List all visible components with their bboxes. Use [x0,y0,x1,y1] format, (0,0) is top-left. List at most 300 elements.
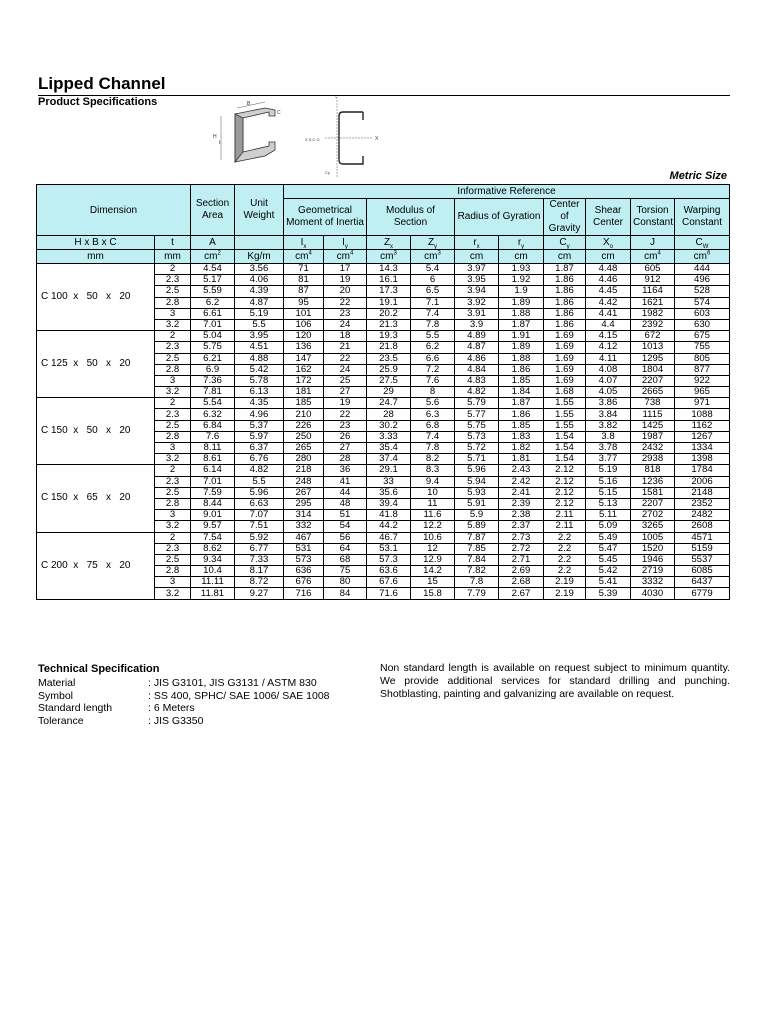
header-ry: $r_y$ [499,236,544,250]
table-cell: 22 [324,409,367,420]
table-cell: 2.5 [155,353,191,364]
table-cell: 2608 [675,521,730,532]
table-cell: 3.2 [155,387,191,398]
table-cell: 1088 [675,409,730,420]
table-cell: 4.96 [235,409,284,420]
table-cell: 2.2 [544,566,586,577]
table-cell: 314 [284,510,324,521]
header-j: J [631,236,675,250]
table-cell: 3.95 [235,331,284,342]
table-cell: 6779 [675,588,730,599]
table-cell: 226 [284,420,324,431]
table-cell: 20 [324,286,367,297]
table-cell: 87 [284,286,324,297]
table-cell: 120 [284,331,324,342]
unit-ry: cm [499,250,544,264]
table-cell: 2.3 [155,409,191,420]
table-cell: 21.8 [367,342,411,353]
table-cell: 2.8 [155,498,191,509]
table-cell: 2 [155,331,191,342]
table-row [37,264,730,275]
table-cell: 22 [324,353,367,364]
table-cell: 11.6 [411,510,455,521]
table-cell: 8.72 [235,577,284,588]
table-cell: 181 [284,387,324,398]
spec-value: : JIS G3350 [148,715,204,728]
table-cell: 5159 [675,543,730,554]
technical-spec-row [38,690,330,703]
unit-zx: $cm^3$ [367,250,411,264]
table-cell: 15 [411,577,455,588]
table-cell: 5.39 [586,588,631,599]
table-cell: 7.2 [411,364,455,375]
table-cell: 4.08 [586,364,631,375]
table-cell: 2 [155,465,191,476]
technical-spec-list [38,677,330,728]
header-rx: $r_x$ [455,236,499,250]
table-cell: 2.2 [544,532,586,543]
technical-spec-row [38,677,330,690]
spec-value: : JIS G3101, JIS G3131 / ASTM 830 [148,677,317,689]
table-cell: 818 [631,465,675,476]
table-cell: 7.79 [455,588,499,599]
table-cell: 8.62 [191,543,235,554]
table-cell: 295 [284,498,324,509]
technical-spec-row [38,702,330,715]
table-cell: 7.54 [191,532,235,543]
unit-cy: cm [544,250,586,264]
table-cell: 2.43 [499,465,544,476]
table-cell: 12.2 [411,521,455,532]
table-cell: 7.36 [191,375,235,386]
header-a: A [191,236,235,250]
table-cell: 27 [324,387,367,398]
unit-zy: $cm^3$ [411,250,455,264]
table-cell: 4.45 [586,286,631,297]
table-cell: 5.89 [455,521,499,532]
table-cell: 5.6 [411,398,455,409]
table-cell: 28 [324,454,367,465]
table-cell: 1005 [631,532,675,543]
table-cell: 7.6 [191,431,235,442]
table-cell: 7.33 [235,554,284,565]
table-cell: 248 [284,476,324,487]
table-cell: 1.55 [544,420,586,431]
table-cell: 5.75 [455,420,499,431]
table-cell: 3.91 [455,308,499,319]
table-cell: 68 [324,554,367,565]
table-cell: 2938 [631,454,675,465]
spec-label: Standard length [38,702,113,715]
table-cell: 19.3 [367,331,411,342]
table-cell: 14.3 [367,264,411,275]
table-cell: 1.82 [499,443,544,454]
table-cell: 1.55 [544,409,586,420]
table-cell: 24 [324,319,367,330]
table-cell: 4.88 [235,353,284,364]
table-cell: 8.2 [411,454,455,465]
table-cell: 5.79 [455,398,499,409]
table-cell: 4.87 [235,297,284,308]
table-cell: 1162 [675,420,730,431]
table-cell: 6.2 [411,342,455,353]
table-cell: 2.11 [544,510,586,521]
table-cell: 2.3 [155,342,191,353]
table-cell: 2482 [675,510,730,521]
table-cell: 7.1 [411,297,455,308]
header-cy: $C_y$ [544,236,586,250]
table-cell: 8.3 [411,465,455,476]
header-warping-constant: Warping Constant [675,199,730,236]
table-cell: 46.7 [367,532,411,543]
table-cell: 3 [155,308,191,319]
table-cell: 5.17 [191,275,235,286]
table-cell: 444 [675,264,730,275]
table-cell: 965 [675,387,730,398]
table-cell: 1.69 [544,342,586,353]
spec-label: Tolerance [38,715,84,728]
diagram-label-t: t [219,140,221,146]
table-cell: 2.2 [544,554,586,565]
table-cell: 5.78 [235,375,284,386]
table-cell: 4.82 [235,465,284,476]
table-cell: 5.96 [235,487,284,498]
table-cell: 6.61 [191,308,235,319]
table-cell: 5.96 [455,465,499,476]
table-cell: 877 [675,364,730,375]
table-cell: 7.07 [235,510,284,521]
table-cell: 4.12 [586,342,631,353]
table-cell: 1.91 [499,331,544,342]
table-cell: 39.4 [367,498,411,509]
table-cell: 5.49 [586,532,631,543]
table-row [37,465,730,476]
table-cell: 1236 [631,476,675,487]
table-cell: 4571 [675,532,730,543]
table-cell: 7.82 [455,566,499,577]
table-cell: 37.4 [367,454,411,465]
diagram-label-h: H [213,134,217,140]
table-cell: 7.01 [191,476,235,487]
table-cell: 2.39 [499,498,544,509]
table-cell: 5.47 [586,543,631,554]
table-cell: 2432 [631,443,675,454]
table-cell: 23 [324,308,367,319]
table-cell: 922 [675,375,730,386]
table-cell: 1.93 [499,264,544,275]
table-cell: 5.9 [455,510,499,521]
table-cell: 17.3 [367,286,411,297]
header-iy: $I_y$ [324,236,367,250]
table-cell: 467 [284,532,324,543]
table-cell: 17 [324,264,367,275]
table-cell: 716 [284,588,324,599]
table-cell: 2.12 [544,498,586,509]
table-cell: 36 [324,465,367,476]
dimension-cell: C 125 x 50 x 20 [37,331,155,398]
table-cell: 3.95 [455,275,499,286]
table-cell: 1398 [675,454,730,465]
table-cell: 4.54 [191,264,235,275]
table-cell: 1.68 [544,387,586,398]
table-cell: 25.9 [367,364,411,375]
table-cell: 1.86 [544,319,586,330]
table-cell: 4.07 [586,375,631,386]
table-cell: 33 [367,476,411,487]
table-cell: 2702 [631,510,675,521]
table-cell: 3.84 [586,409,631,420]
table-cell: 1987 [631,431,675,442]
table-cell: 2.5 [155,487,191,498]
table-cell: 24 [324,364,367,375]
table-cell: 2352 [675,498,730,509]
technical-spec-row [38,715,330,728]
table-cell: 19 [324,398,367,409]
header-informative-reference: Informative Reference [284,185,730,199]
table-cell: 4.83 [455,375,499,386]
table-cell: 7.8 [411,443,455,454]
table-cell: 29.1 [367,465,411,476]
specification-table-body [37,264,730,600]
table-cell: 1425 [631,420,675,431]
table-cell: 4.84 [455,364,499,375]
page-subtitle: Product Specifications [38,96,158,108]
table-cell: 27.5 [367,375,411,386]
table-cell: 573 [284,554,324,565]
table-cell: 5.5 [411,331,455,342]
table-cell: 11 [411,498,455,509]
table-cell: 136 [284,342,324,353]
table-cell: 2.37 [499,521,544,532]
table-cell: 1.92 [499,275,544,286]
table-cell: 71.6 [367,588,411,599]
table-cell: 2.3 [155,543,191,554]
table-cell: 57.3 [367,554,411,565]
dimension-cell: C 150 x 50 x 20 [37,398,155,465]
table-cell: 2.73 [499,532,544,543]
table-cell: 3332 [631,577,675,588]
table-cell: 531 [284,543,324,554]
table-cell: 6.21 [191,353,235,364]
table-cell: 332 [284,521,324,532]
header-xo: $X_o$ [586,236,631,250]
table-cell: 2392 [631,319,675,330]
table-cell: 5.75 [191,342,235,353]
table-cell: 605 [631,264,675,275]
header-cw: $C_W$ [675,236,730,250]
unit-iy: $cm^4$ [324,250,367,264]
table-cell: 2.5 [155,286,191,297]
table-row [37,331,730,342]
table-cell: 3265 [631,521,675,532]
table-cell: 2.72 [499,543,544,554]
table-cell: 6.77 [235,543,284,554]
diagram-label-y: Y [335,96,338,100]
spec-label: Symbol [38,689,74,702]
table-cell: 2.67 [499,588,544,599]
table-cell: 5.09 [586,521,631,532]
table-cell: 1.86 [544,297,586,308]
table-cell: 5.16 [586,476,631,487]
unit-xo: cm [586,250,631,264]
table-cell: 630 [675,319,730,330]
table-cell: 1.83 [499,431,544,442]
table-cell: 6.2 [191,297,235,308]
table-cell: 1.84 [499,387,544,398]
table-cell: 23.5 [367,353,411,364]
table-cell: 11.81 [191,588,235,599]
table-cell: 1.9 [499,286,544,297]
table-cell: 8.44 [191,498,235,509]
table-cell: 2.8 [155,566,191,577]
table-cell: 6.76 [235,454,284,465]
table-cell: 1164 [631,286,675,297]
table-cell: 6.8 [411,420,455,431]
unit-cw: $cm^6$ [675,250,730,264]
spec-label: Material [38,677,76,689]
table-cell: 2.71 [499,554,544,565]
table-cell: 603 [675,308,730,319]
table-cell: 1.69 [544,375,586,386]
table-cell: 2.41 [499,487,544,498]
table-cell: 48 [324,498,367,509]
table-cell: 9.4 [411,476,455,487]
table-cell: 8.61 [191,454,235,465]
header-zy: $Z_y$ [411,236,455,250]
table-cell: 5.59 [191,286,235,297]
header-modulus-of-section: Modulus of Section [367,199,455,236]
table-cell: 4.11 [586,353,631,364]
header-shear-center: Shear Center [586,199,631,236]
table-cell: 4.48 [586,264,631,275]
table-cell: 3 [155,375,191,386]
table-cell: 6.6 [411,353,455,364]
table-cell: 7.85 [455,543,499,554]
header-ix: $I_x$ [284,236,324,250]
table-cell: 6.37 [235,443,284,454]
table-cell: 19 [324,275,367,286]
table-cell: 14.2 [411,566,455,577]
table-cell: 35.6 [367,487,411,498]
table-cell: 1.55 [544,398,586,409]
table-cell: 6.63 [235,498,284,509]
table-cell: 67.6 [367,577,411,588]
table-cell: 1295 [631,353,675,364]
table-cell: 636 [284,566,324,577]
unit-mm: mm [37,250,155,264]
table-cell: 1.81 [499,454,544,465]
table-cell: 41.8 [367,510,411,521]
table-cell: 5.19 [235,308,284,319]
table-cell: 7.01 [191,319,235,330]
table-cell: 1946 [631,554,675,565]
table-cell: 4.89 [455,331,499,342]
table-cell: 12 [411,543,455,554]
table-cell: 5537 [675,554,730,565]
table-cell: 1.86 [544,286,586,297]
table-cell: 3.77 [586,454,631,465]
table-cell: 5.97 [235,431,284,442]
table-cell: 19.1 [367,297,411,308]
table-cell: 3.86 [586,398,631,409]
table-cell: 1.54 [544,443,586,454]
table-cell: 54 [324,521,367,532]
unit-t-mm: mm [155,250,191,264]
table-cell: 2.3 [155,275,191,286]
table-cell: 4.35 [235,398,284,409]
table-cell: 30.2 [367,420,411,431]
table-cell: 971 [675,398,730,409]
table-cell: 7.59 [191,487,235,498]
table-cell: 56 [324,532,367,543]
table-cell: 9.27 [235,588,284,599]
table-cell: 10.4 [191,566,235,577]
table-cell: 2 [155,264,191,275]
table-cell: 2.2 [544,543,586,554]
spec-value: : SS 400, SPHC/ SAE 1006/ SAE 1008 [148,689,330,702]
table-cell: 2148 [675,487,730,498]
spec-value: : 6 Meters [148,702,195,715]
table-cell: 6085 [675,566,730,577]
table-cell: 3 [155,510,191,521]
table-cell: 672 [631,331,675,342]
table-cell: 10.6 [411,532,455,543]
table-cell: 5.45 [586,554,631,565]
table-cell: 10 [411,487,455,498]
table-cell: 3.92 [455,297,499,308]
table-cell: 1.88 [499,353,544,364]
table-cell: 64 [324,543,367,554]
table-cell: 5.71 [455,454,499,465]
header-center-of-gravity: Center of Gravity [544,199,586,236]
header-dimension: Dimension [37,185,191,236]
table-cell: 738 [631,398,675,409]
table-cell: 676 [284,577,324,588]
table-cell: 2.3 [155,476,191,487]
header-unit-weight: Unit Weight [235,185,284,236]
table-cell: 2 [155,532,191,543]
table-cell: 7.4 [411,431,455,442]
table-cell: 4.4 [586,319,631,330]
table-cell: 5.91 [455,498,499,509]
table-row [37,398,730,409]
table-cell: 1115 [631,409,675,420]
table-cell: 4.87 [455,342,499,353]
table-cell: 7.51 [235,521,284,532]
table-cell: 3.9 [455,319,499,330]
table-cell: 280 [284,454,324,465]
table-cell: 912 [631,275,675,286]
table-cell: 2719 [631,566,675,577]
table-cell: 21.3 [367,319,411,330]
table-cell: 44.2 [367,521,411,532]
table-cell: 22 [324,297,367,308]
table-cell: 1.89 [499,342,544,353]
table-cell: 2207 [631,375,675,386]
table-cell: 2.8 [155,364,191,375]
table-cell: 3 [155,443,191,454]
table-cell: 75 [324,566,367,577]
table-cell: 95 [284,297,324,308]
table-cell: 1.86 [544,308,586,319]
table-cell: 3.2 [155,588,191,599]
header-torsion-constant: Torsion Constant [631,199,675,236]
table-cell: 2.5 [155,554,191,565]
table-cell: 250 [284,431,324,442]
table-cell: 6.9 [191,364,235,375]
table-cell: 4.06 [235,275,284,286]
table-cell: 2.42 [499,476,544,487]
